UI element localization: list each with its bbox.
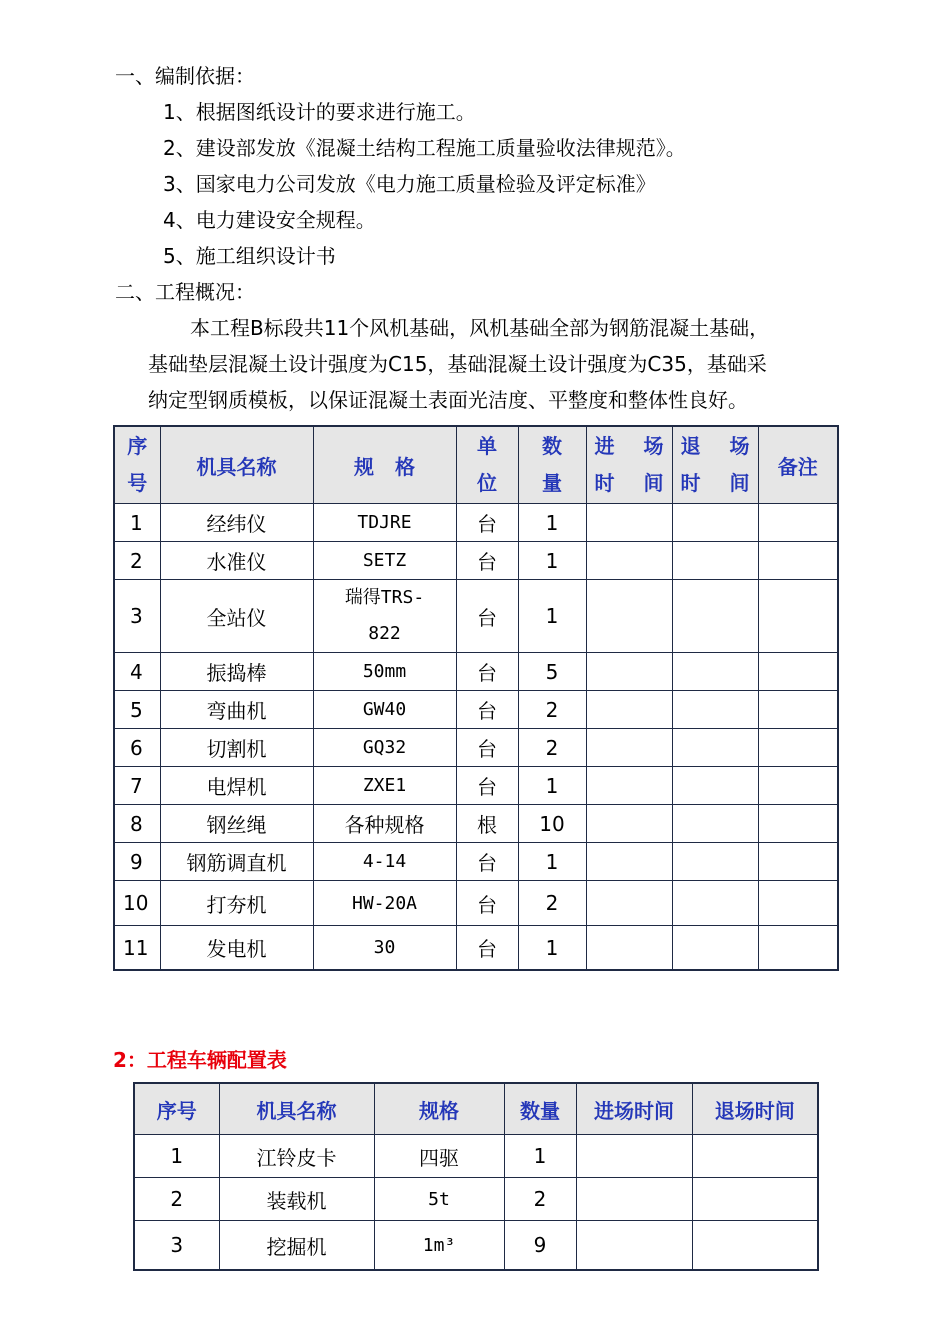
cell-remark xyxy=(758,580,838,653)
cell-seq: 3 xyxy=(134,1221,219,1271)
cell-in-time xyxy=(586,580,672,653)
cell-qty: 2 xyxy=(518,691,586,729)
table-row xyxy=(114,691,838,729)
cell-out-time xyxy=(672,691,758,729)
table-row xyxy=(134,1178,818,1221)
cell-remark xyxy=(758,729,838,767)
cell-name: 发电机 xyxy=(160,926,313,971)
vehicle-table-title: 2：工程车辆配置表 xyxy=(113,1048,287,1072)
cell-name: 挖掘机 xyxy=(219,1221,374,1271)
cell-spec: 4-14 xyxy=(313,843,456,881)
cell-spec: 30 xyxy=(313,926,456,971)
cell-name: 经纬仪 xyxy=(160,504,313,542)
cell-name: 切割机 xyxy=(160,729,313,767)
cell-out-time xyxy=(672,767,758,805)
cell-unit: 台 xyxy=(456,729,518,767)
header-name: 机具名称 xyxy=(219,1083,374,1135)
equipment-table xyxy=(113,425,839,971)
cell-unit: 台 xyxy=(456,843,518,881)
cell-out-time xyxy=(672,843,758,881)
cell-out-time xyxy=(672,881,758,926)
table-row xyxy=(114,926,838,971)
cell-out-time xyxy=(692,1178,818,1221)
cell-out-time xyxy=(692,1221,818,1271)
cell-out-time xyxy=(672,729,758,767)
cell-seq: 6 xyxy=(114,729,160,767)
cell-in-time xyxy=(586,504,672,542)
cell-out-time xyxy=(672,805,758,843)
cell-spec: 5t xyxy=(374,1178,504,1221)
header-spec: 规格 xyxy=(374,1083,504,1135)
cell-seq: 8 xyxy=(114,805,160,843)
cell-out-time xyxy=(672,653,758,691)
cell-in-time xyxy=(586,653,672,691)
cell-qty: 9 xyxy=(504,1221,576,1271)
cell-unit: 台 xyxy=(456,926,518,971)
cell-qty: 2 xyxy=(518,729,586,767)
table-row xyxy=(114,580,838,653)
cell-in-time xyxy=(576,1135,692,1178)
header-in-time: 进 场 时 间 xyxy=(586,426,672,504)
table-row xyxy=(134,1135,818,1178)
header-spec: 规 格 xyxy=(313,426,456,504)
cell-unit: 台 xyxy=(456,691,518,729)
cell-in-time xyxy=(586,881,672,926)
equipment-header-row xyxy=(114,426,838,504)
cell-out-time xyxy=(672,504,758,542)
cell-qty: 2 xyxy=(504,1178,576,1221)
header-name: 机具名称 xyxy=(160,426,313,504)
header-seq: 序号 xyxy=(134,1083,219,1135)
cell-remark xyxy=(758,881,838,926)
basis-item-4: 4、电力建设安全规程。 xyxy=(163,208,376,232)
cell-spec: GW40 xyxy=(313,691,456,729)
cell-unit: 台 xyxy=(456,653,518,691)
cell-unit: 台 xyxy=(456,504,518,542)
header-remark: 备注 xyxy=(758,426,838,504)
cell-seq: 5 xyxy=(114,691,160,729)
header-unit: 单 位 xyxy=(456,426,518,504)
cell-qty: 1 xyxy=(504,1135,576,1178)
cell-remark xyxy=(758,805,838,843)
cell-unit: 台 xyxy=(456,767,518,805)
cell-in-time xyxy=(576,1221,692,1271)
cell-spec: HW-20A xyxy=(313,881,456,926)
cell-seq: 1 xyxy=(114,504,160,542)
cell-in-time xyxy=(586,729,672,767)
table-row xyxy=(114,767,838,805)
cell-unit: 根 xyxy=(456,805,518,843)
cell-unit: 台 xyxy=(456,580,518,653)
table-row xyxy=(114,542,838,580)
basis-item-5: 5、施工组织设计书 xyxy=(163,244,336,268)
table-row xyxy=(114,653,838,691)
cell-remark xyxy=(758,504,838,542)
cell-qty: 5 xyxy=(518,653,586,691)
cell-seq: 9 xyxy=(114,843,160,881)
cell-seq: 10 xyxy=(114,881,160,926)
cell-seq: 2 xyxy=(134,1178,219,1221)
cell-in-time xyxy=(586,926,672,971)
cell-qty: 1 xyxy=(518,542,586,580)
overview-line-1: 本工程B标段共11个风机基础，风机基础全部为钢筋混凝土基础， xyxy=(190,316,770,340)
cell-qty: 1 xyxy=(518,767,586,805)
cell-out-time xyxy=(672,580,758,653)
header-qty: 数量 xyxy=(504,1083,576,1135)
cell-name: 水准仪 xyxy=(160,542,313,580)
cell-qty: 2 xyxy=(518,881,586,926)
cell-name: 电焊机 xyxy=(160,767,313,805)
cell-qty: 1 xyxy=(518,926,586,971)
cell-spec: 1m³ xyxy=(374,1221,504,1271)
table-row xyxy=(114,805,838,843)
cell-seq: 11 xyxy=(114,926,160,971)
cell-in-time xyxy=(586,805,672,843)
table-row xyxy=(114,729,838,767)
cell-name: 打夯机 xyxy=(160,881,313,926)
cell-seq: 3 xyxy=(114,580,160,653)
cell-spec: SETZ xyxy=(313,542,456,580)
cell-name: 装载机 xyxy=(219,1178,374,1221)
cell-out-time xyxy=(672,926,758,971)
cell-in-time xyxy=(586,691,672,729)
cell-qty: 1 xyxy=(518,504,586,542)
cell-remark xyxy=(758,926,838,971)
section1-heading: 一、编制依据： xyxy=(115,64,255,88)
overview-line-2: 基础垫层混凝土设计强度为C15，基础混凝土设计强度为C35，基础采 xyxy=(148,352,767,376)
vehicle-table xyxy=(133,1082,819,1271)
basis-item-3: 3、国家电力公司发放《电力施工质量检验及评定标准》 xyxy=(163,172,656,196)
cell-out-time xyxy=(692,1135,818,1178)
cell-name: 江铃皮卡 xyxy=(219,1135,374,1178)
cell-remark xyxy=(758,542,838,580)
overview-line-3: 纳定型钢质模板，以保证混凝土表面光洁度、平整度和整体性良好。 xyxy=(148,388,748,412)
cell-spec: 各种规格 xyxy=(313,805,456,843)
header-out-time: 退 场 时 间 xyxy=(672,426,758,504)
cell-out-time xyxy=(672,542,758,580)
cell-in-time xyxy=(586,542,672,580)
header-seq: 序 号 xyxy=(114,426,160,504)
cell-qty: 1 xyxy=(518,580,586,653)
cell-qty: 10 xyxy=(518,805,586,843)
cell-remark xyxy=(758,653,838,691)
cell-name: 振捣棒 xyxy=(160,653,313,691)
header-qty: 数 量 xyxy=(518,426,586,504)
cell-spec: 瑞得TRS- 822 xyxy=(313,580,456,653)
cell-in-time xyxy=(586,767,672,805)
table-row xyxy=(114,881,838,926)
vehicle-header-row xyxy=(134,1083,818,1135)
cell-name: 钢丝绳 xyxy=(160,805,313,843)
cell-spec: 四驱 xyxy=(374,1135,504,1178)
cell-qty: 1 xyxy=(518,843,586,881)
header-in-time: 进场时间 xyxy=(576,1083,692,1135)
cell-seq: 2 xyxy=(114,542,160,580)
basis-item-1: 1、根据图纸设计的要求进行施工。 xyxy=(163,100,476,124)
cell-spec: 50mm xyxy=(313,653,456,691)
table-row xyxy=(134,1221,818,1271)
cell-unit: 台 xyxy=(456,881,518,926)
cell-remark xyxy=(758,691,838,729)
cell-in-time xyxy=(586,843,672,881)
cell-spec: TDJRE xyxy=(313,504,456,542)
cell-seq: 1 xyxy=(134,1135,219,1178)
cell-spec: ZXE1 xyxy=(313,767,456,805)
table-row xyxy=(114,504,838,542)
cell-name: 弯曲机 xyxy=(160,691,313,729)
cell-in-time xyxy=(576,1178,692,1221)
table-row xyxy=(114,843,838,881)
cell-remark xyxy=(758,843,838,881)
section2-heading: 二、工程概况： xyxy=(115,280,255,304)
header-out-time: 退场时间 xyxy=(692,1083,818,1135)
cell-name: 钢筋调直机 xyxy=(160,843,313,881)
cell-name: 全站仪 xyxy=(160,580,313,653)
cell-unit: 台 xyxy=(456,542,518,580)
cell-seq: 4 xyxy=(114,653,160,691)
cell-spec: GQ32 xyxy=(313,729,456,767)
basis-item-2: 2、建设部发放《混凝土结构工程施工质量验收法律规范》。 xyxy=(163,136,686,160)
cell-seq: 7 xyxy=(114,767,160,805)
cell-remark xyxy=(758,767,838,805)
